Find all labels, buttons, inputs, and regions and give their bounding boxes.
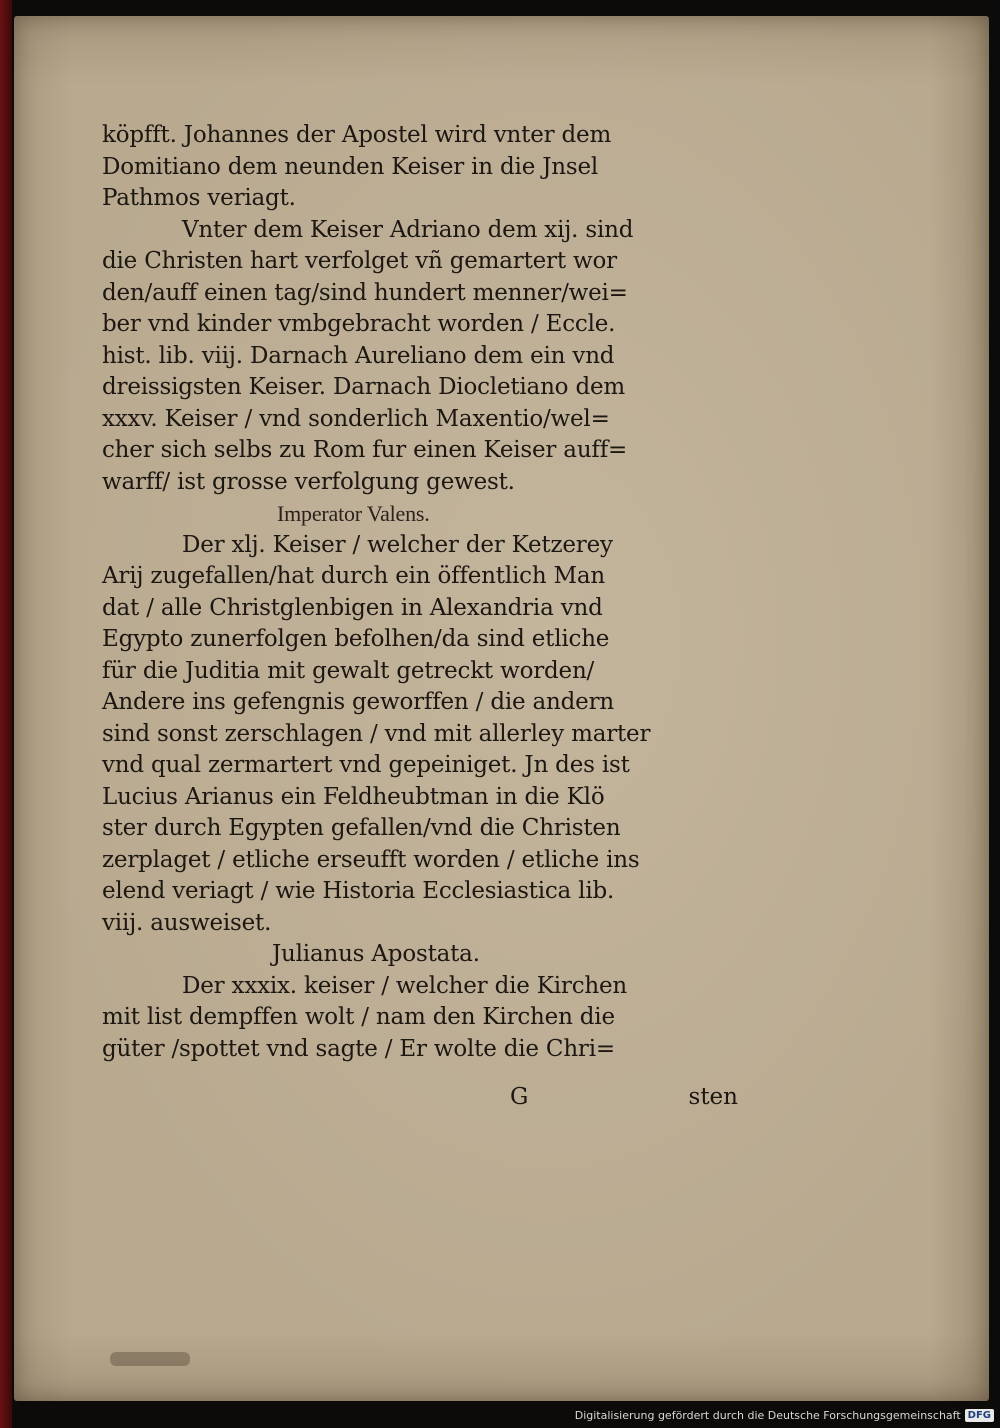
section-heading: Imperator Valens. xyxy=(277,501,430,526)
page-text xyxy=(102,120,752,1065)
binding-edge xyxy=(0,0,12,1428)
text-line: cher sich selbs zu Rom fur einen Keiser auff= xyxy=(102,437,628,463)
text-line: Lucius Arianus ein Feldheubtman in die Klö xyxy=(102,783,605,810)
text-line: ster durch Egypten gefallen/vnd die Christen xyxy=(102,815,621,841)
text-line: ber vnd kinder vmbgebracht worden / Eccle. xyxy=(102,311,616,337)
text-line: elend veriagt / wie Historia Ecclesiastica lib. xyxy=(102,878,615,904)
dfg-logo-icon: DFG xyxy=(965,1409,994,1422)
text-line: Andere ins gefengnis geworffen / die andern xyxy=(102,689,614,715)
page-footer-row xyxy=(102,1080,752,1114)
text-line: Vnter dem Keiser Adriano dem xij. sind xyxy=(182,216,634,243)
text-line: Arij zugefallen/hat durch ein öffentlich Man xyxy=(102,563,606,589)
text-line: sind sonst zerschlagen / vnd mit allerley marter xyxy=(102,720,651,747)
signature-mark: G xyxy=(510,1084,529,1110)
digitization-credit xyxy=(575,1406,994,1424)
catchword: sten xyxy=(688,1084,738,1110)
text-line: viij. ausweiset. xyxy=(102,909,272,936)
credit-text: Digitalisierung gefördert durch die Deutsche Forschungsgemeinschaft xyxy=(574,1408,961,1422)
text-line: Der xlj. Keiser / welcher der Ketzerey xyxy=(182,531,613,558)
page-stain xyxy=(110,1352,190,1366)
text-line: köpfft. Johannes der Apostel wird vnter dem xyxy=(102,122,612,148)
text-line: für die Juditia mit gewalt getreckt worden/ xyxy=(102,657,595,684)
text-line: vnd qual zermartert vnd gepeiniget. Jn des ist xyxy=(102,752,630,778)
text-line: Domitiano dem neunden Keiser in die Jnsel xyxy=(102,153,599,180)
text-line: zerplaget / etliche erseufft worden / etliche ins xyxy=(102,846,640,873)
text-line: warff/ ist grosse verfolgung gewest. xyxy=(102,468,515,495)
text-line: dreissigsten Keiser. Darnach Diocletiano dem xyxy=(102,374,625,400)
text-line: hist. lib. viij. Darnach Aureliano dem ein vnd xyxy=(102,342,615,369)
text-line: güter /spottet vnd sagte / Er wolte die Chri= xyxy=(102,1035,615,1062)
text-line: Pathmos veriagt. xyxy=(102,185,296,211)
text-line: Der xxxix. keiser / welcher die Kirchen xyxy=(182,972,628,999)
text-line: dat / alle Christglenbigen in Alexandria vnd xyxy=(102,594,603,621)
text-line: xxxv. Keiser / vnd sonderlich Maxentio/wel= xyxy=(102,405,610,432)
text-line: mit list dempffen wolt / nam den Kirchen die xyxy=(102,1004,615,1030)
section-heading: Julianus Apostata. xyxy=(272,941,480,967)
text-line: Egypto zunerfolgen befolhen/da sind etliche xyxy=(102,626,610,652)
text-line: den/auff einen tag/sind hundert menner/wei= xyxy=(102,279,628,306)
text-line: die Christen hart verfolget vñ gemartert wor xyxy=(102,248,617,274)
